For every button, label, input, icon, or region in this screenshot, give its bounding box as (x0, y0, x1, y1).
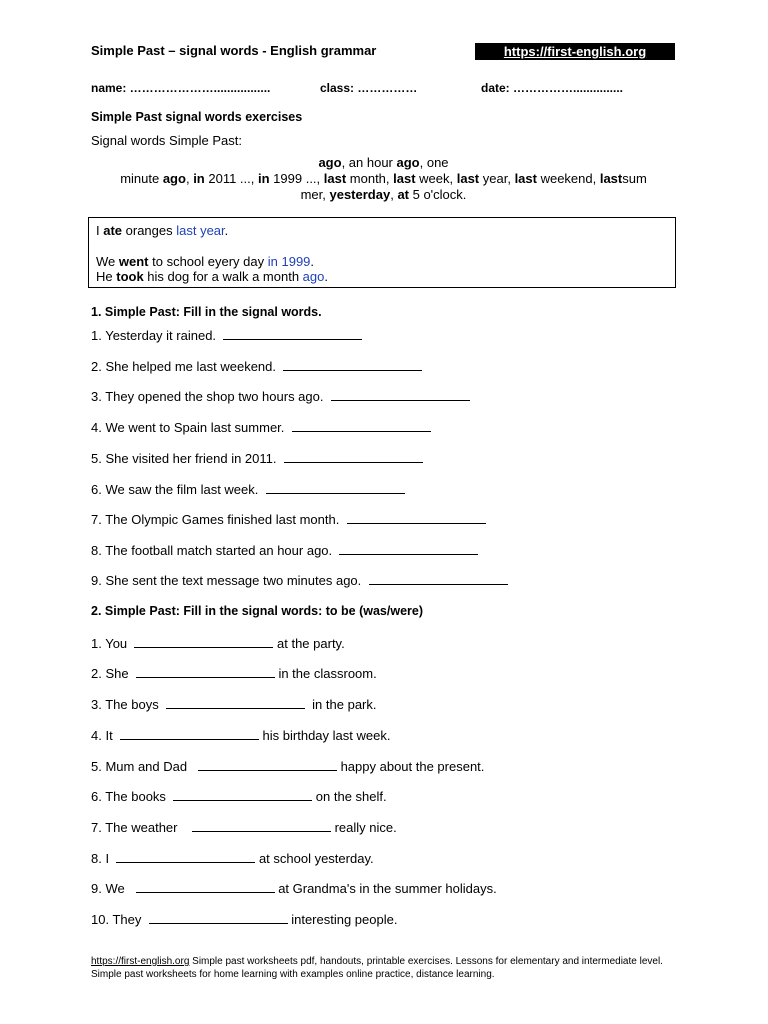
name-field: name: …………………................. (91, 81, 271, 95)
answer-blank[interactable] (116, 852, 255, 863)
answer-blank[interactable] (339, 544, 478, 555)
exercise1-item: 5. She visited her friend in 2011. (91, 451, 423, 466)
answer-blank[interactable] (283, 360, 422, 371)
answer-blank[interactable] (136, 882, 275, 893)
answer-blank[interactable] (284, 452, 423, 463)
exercise1-item: 9. She sent the text message two minutes ago. (91, 573, 508, 588)
date-field: date: ……………............... (481, 81, 624, 95)
exercise1-item: 7. The Olympic Games finished last month. (91, 512, 486, 527)
class-field: class: …………… (320, 81, 418, 95)
answer-blank[interactable] (136, 667, 275, 678)
exercise2-item: 4. It his birthday last week. (91, 728, 391, 743)
answer-blank[interactable] (223, 329, 362, 340)
exercise2-item: 10. They interesting people. (91, 912, 398, 927)
page-title: Simple Past – signal words - English grammar (91, 43, 377, 58)
answer-blank[interactable] (192, 821, 331, 832)
signal-words-intro: Signal words Simple Past: (91, 133, 243, 148)
exercise2-item: 1. You at the party. (91, 636, 345, 651)
answer-blank[interactable] (347, 513, 486, 524)
signal-line-1: ago, an hour ago, one (318, 155, 449, 170)
signal-line-2: minute ago, in 2011 ..., in 1999 ..., last month, last week, last year, last weekend, lastsum (120, 171, 647, 186)
example-sentence: I ate oranges last year. (96, 223, 229, 238)
section-subtitle: Simple Past signal words exercises (91, 110, 303, 124)
exercise1-item: 4. We went to Spain last summer. (91, 420, 431, 435)
answer-blank[interactable] (369, 574, 508, 585)
exercise2-item: 6. The books on the shelf. (91, 789, 387, 804)
examples-box (88, 217, 676, 288)
exercise2-heading: 2. Simple Past: Fill in the signal words: to be (was/were) (91, 604, 424, 618)
answer-blank[interactable] (331, 390, 470, 401)
site-url-link[interactable]: https://first-english.org (503, 44, 647, 59)
answer-blank[interactable] (266, 483, 405, 494)
exercise2-item: 8. I at school yesterday. (91, 851, 374, 866)
exercise1-item: 6. We saw the film last week. (91, 482, 405, 497)
answer-blank[interactable] (166, 698, 305, 709)
answer-blank[interactable] (134, 637, 273, 648)
example-sentence: We went to school eyery day in 1999. (96, 253, 315, 269)
footer-link[interactable]: https://first-english.org (91, 956, 190, 967)
answer-blank[interactable] (149, 913, 288, 924)
exercise2-item: 2. She in the classroom. (91, 666, 377, 681)
signal-words-list (91, 155, 676, 203)
answer-blank[interactable] (173, 790, 312, 801)
exercise2-item: 5. Mum and Dad happy about the present. (91, 759, 485, 774)
exercise1-item: 2. She helped me last weekend. (91, 359, 422, 374)
exercise1-item: 3. They opened the shop two hours ago. (91, 389, 470, 404)
answer-blank[interactable] (198, 760, 337, 771)
exercise2-item: 7. The weather really nice. (91, 820, 397, 835)
footer-text: Simple past worksheets pdf, handouts, printable exercises. Lessons for elementary and intermediate level. Simple past worksheets for home learning with examples online practice, distance learning. (91, 956, 663, 980)
answer-blank[interactable] (120, 729, 259, 740)
example-sentence: He took his dog for a walk a month ago. (96, 269, 328, 284)
exercise2-item: 3. The boys in the park. (91, 697, 377, 712)
exercise1-heading: 1. Simple Past: Fill in the signal words. (91, 305, 322, 319)
exercise1-item: 8. The football match started an hour ago. (91, 543, 478, 558)
answer-blank[interactable] (292, 421, 431, 432)
footer (91, 955, 686, 981)
exercise2-item: 9. We at Grandma's in the summer holidays. (91, 881, 497, 896)
signal-line-3: mer, yesterday, at 5 o'clock. (300, 187, 467, 202)
exercise1-item: 1. Yesterday it rained. (91, 328, 362, 343)
site-url-banner[interactable] (475, 43, 675, 60)
